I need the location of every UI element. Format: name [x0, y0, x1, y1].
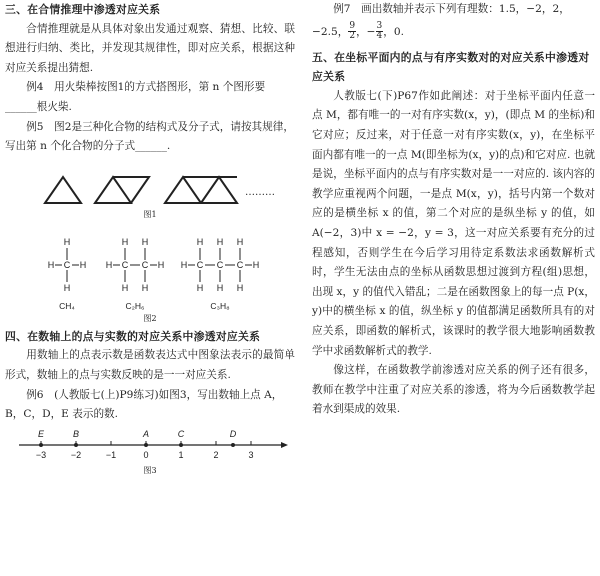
- svg-text:H: H: [105, 259, 113, 270]
- svg-text:H: H: [141, 236, 149, 247]
- svg-text:H: H: [196, 236, 204, 247]
- svg-text:C: C: [141, 259, 149, 270]
- section-3-body: 合情推理就是从具体对象出发通过观察、猜想、比较、联想进行归纳、类比，并发现其规律性，即对应关系，根据这种对应关系提出猜想.: [5, 22, 295, 74]
- tick-3: 3: [248, 449, 254, 460]
- fig3-caption: 图3: [143, 465, 157, 475]
- example-6: 例6 (人教版七(上)P9练习)如图3，写出数轴上点 A，B，C，D，E 表示的数.: [5, 388, 283, 421]
- fig1-caption: 图1: [143, 209, 157, 219]
- formula-3: C₃H₈: [210, 300, 230, 311]
- tick-neg2: −2: [70, 449, 82, 460]
- point-D: D: [229, 428, 237, 439]
- formula-2: C₂H₆: [125, 300, 145, 311]
- number-line: [5, 425, 295, 469]
- svg-text:H: H: [180, 259, 188, 270]
- svg-text:H: H: [141, 282, 149, 293]
- closing-paragraph: 像这样，在函数教学前渗透对应关系的例子还有很多，教师在教学中注重了对应关系的渗透，将为今后函数教学起着水到渠成的效果.: [312, 364, 595, 416]
- svg-text:H: H: [63, 236, 71, 247]
- point-A: A: [142, 428, 150, 439]
- left-column: [5, 0, 295, 477]
- svg-text:H: H: [236, 282, 244, 293]
- figure-2: [5, 227, 295, 325]
- svg-text:H: H: [63, 282, 71, 293]
- molecule-structures: [5, 227, 295, 313]
- example-7-line2: −2.5， $\frac{9}{2}$ ，− $\frac{3}{4}$ ，0.: [312, 21, 404, 42]
- svg-text:H: H: [216, 282, 224, 293]
- fig1-dots: ………: [245, 186, 275, 198]
- formula-1: CH₄: [59, 300, 75, 311]
- svg-text:C: C: [196, 259, 204, 270]
- section-4-heading: 四、在数轴上的点与实数的对应关系中渗透对应关系: [5, 329, 261, 343]
- svg-text:H: H: [79, 259, 87, 270]
- tick-1: 1: [178, 449, 184, 460]
- example-5: 例5 图2是三种化合物的结构式及分子式，请按其规律，写出第 n 个化合物的分子式______.: [5, 120, 294, 153]
- point-B: B: [72, 428, 80, 439]
- section-5-body: 人教版七(下)P67作如此阐述：对于坐标平面内任意一点 M，都有唯一的一对有序实数(x，y)，(即点 M 的坐标)和它对应；反过来，对于任意一对有序实数(x，y)，在坐标平面内都有唯一的一点 M(即坐标为(x，y)的点)和它对应. 也就是说，坐标平面内的点与有序实数对是一一对应的. 该内容的教学应重视两个问题，一是点 M(x，y)，括号内第一个数对应的是横坐标 x 的值，第二个对应的是纵坐标 y 的值，如 A(−2，3)中 x = −2，y = 3，这一对应关系要有充分的过程感知，否则学生在今后学习用待定系数法求函数解析式时，学生无法由点的坐标从函数思想过渡到方程(组)思想，出现 x，y 的值代入错乱；二是在函数图象上的每一点 P(x，y)中的横坐标 x 的值，纵坐标 y 的值都满足函数所具有的对应关系，即函数的解析式，该课时的教学很大地影响函数教学中求函数解析式的教学.: [312, 89, 595, 357]
- svg-text:C: C: [236, 259, 244, 270]
- matchstick-triangles: [5, 167, 295, 209]
- example-7-line1: 例7 画出数轴并表示下列有理数：1.5，−2，2，: [333, 3, 570, 15]
- tick-neg3: −3: [35, 449, 47, 460]
- tick-neg1: −1: [105, 449, 117, 460]
- svg-text:C: C: [121, 259, 129, 270]
- svg-text:H: H: [121, 282, 129, 293]
- fig2-caption: 图2: [143, 313, 157, 323]
- tick-2: 2: [213, 449, 219, 460]
- svg-text:H: H: [216, 236, 224, 247]
- fraction-3-4: $\frac{3}{4}$: [376, 21, 383, 42]
- svg-text:H: H: [196, 282, 204, 293]
- svg-text:H: H: [157, 259, 165, 270]
- point-E: E: [37, 428, 45, 439]
- right-column: [312, 0, 595, 420]
- svg-text:C: C: [63, 259, 71, 270]
- figure-3: [5, 425, 295, 477]
- point-C: C: [177, 428, 185, 439]
- svg-text:H: H: [47, 259, 55, 270]
- example-4: 例4 用火柴棒按图1的方式搭图形，第 n 个图形要______根火柴.: [5, 81, 266, 113]
- section-5-heading: 五、在坐标平面内的点与有序实数对的对应关系中渗透对应关系: [312, 50, 590, 84]
- fraction-9-2: $\frac{9}{2}$: [349, 21, 356, 42]
- svg-text:H: H: [252, 259, 260, 270]
- tick-0: 0: [143, 449, 149, 460]
- figure-1: [5, 167, 295, 221]
- svg-text:H: H: [121, 236, 129, 247]
- svg-text:H: H: [236, 236, 244, 247]
- section-3-heading: 三、在合情推理中渗透对应关系: [5, 3, 161, 16]
- svg-text:C: C: [216, 259, 224, 270]
- section-4-body: 用数轴上的点表示数是函数表达式中图象法表示的最简单形式，数轴上的点与实数反映的是一一对应关系.: [5, 349, 295, 381]
